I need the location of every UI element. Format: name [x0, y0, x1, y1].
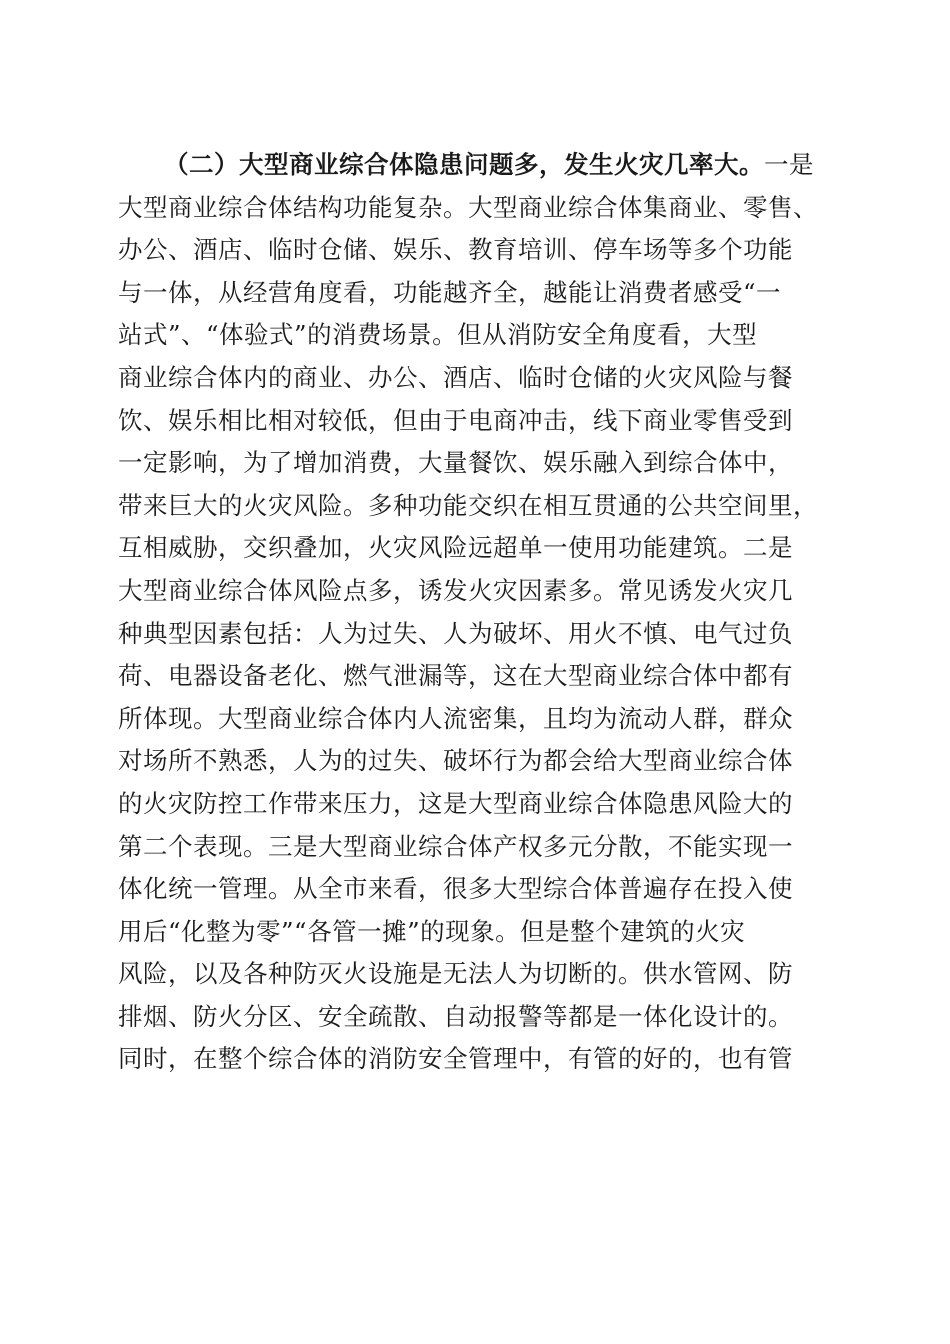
paragraph-line-5: 站式”、“体验式”的消费场景。但从消防安全角度看，大型 — [118, 320, 758, 350]
line-1-text: 一是 — [764, 150, 814, 179]
paragraph-line-14: 所体现。大型商业综合体内人流密集，且均为流动人群，群众 — [118, 703, 793, 733]
paragraph-line-12: 种典型因素包括：人为过失、人为破坏、用火不慎、电气过负 — [118, 618, 793, 648]
paragraph-line-4: 与一体，从经营角度看，功能越齐全，越能让消费者感受“一 — [118, 277, 782, 307]
body-text — [118, 144, 830, 1081]
paragraph-line-19: 用后“化整为零”“各管一摊”的现象。但是整个建筑的火灾 — [118, 916, 746, 946]
paragraph-line-13: 荷、电器设备老化、燃气泄漏等，这在大型商业综合体中都有 — [118, 661, 793, 691]
paragraph-line-1 — [118, 144, 830, 187]
paragraph-line-3: 办公、酒店、临时仓储、娱乐、教育培训、停车场等多个功能 — [118, 235, 793, 265]
paragraph-line-6: 商业综合体内的商业、办公、酒店、临时仓储的火灾风险与餐 — [118, 362, 793, 392]
paragraph-line-7: 饮、娱乐相比相对较低，但由于电商冲击，线下商业零售受到 — [118, 405, 793, 435]
paragraph-line-18: 体化统一管理。从全市来看，很多大型综合体普遍存在投入使 — [118, 874, 793, 904]
paragraph-line-20: 风险，以及各种防灭火设施是无法人为切断的。供水管网、防 — [118, 959, 793, 989]
paragraph-line-9: 带来巨大的火灾风险。多种功能交织在相互贯通的公共空间里， — [118, 490, 818, 520]
paragraph-line-17: 第二个表现。三是大型商业综合体产权多元分散，不能实现一 — [118, 831, 793, 861]
paragraph-line-22: 同时，在整个综合体的消防安全管理中，有管的好的，也有管 — [118, 1044, 793, 1074]
paragraph-line-15: 对场所不熟悉，人为的过失、破坏行为都会给大型商业综合体 — [118, 746, 793, 776]
paragraph-line-2: 大型商业综合体结构功能复杂。大型商业综合体集商业、零售、 — [118, 192, 818, 222]
paragraph-line-8: 一定影响，为了增加消费，大量餐饮、娱乐融入到综合体中， — [118, 448, 793, 478]
paragraph-line-11: 大型商业综合体风险点多，诱发火灾因素多。常见诱发火灾几 — [118, 575, 793, 605]
paragraph-line-16: 的火灾防控工作带来压力，这是大型商业综合体隐患风险大的 — [118, 788, 793, 818]
paragraph-line-10: 互相威胁，交织叠加，火灾风险远超单一使用功能建筑。二是 — [118, 533, 793, 563]
section-heading: （二）大型商业综合体隐患问题多，发生火灾几率大。 — [164, 150, 764, 179]
paragraph-line-21: 排烟、防火分区、安全疏散、自动报警等都是一体化设计的。 — [118, 1001, 793, 1031]
